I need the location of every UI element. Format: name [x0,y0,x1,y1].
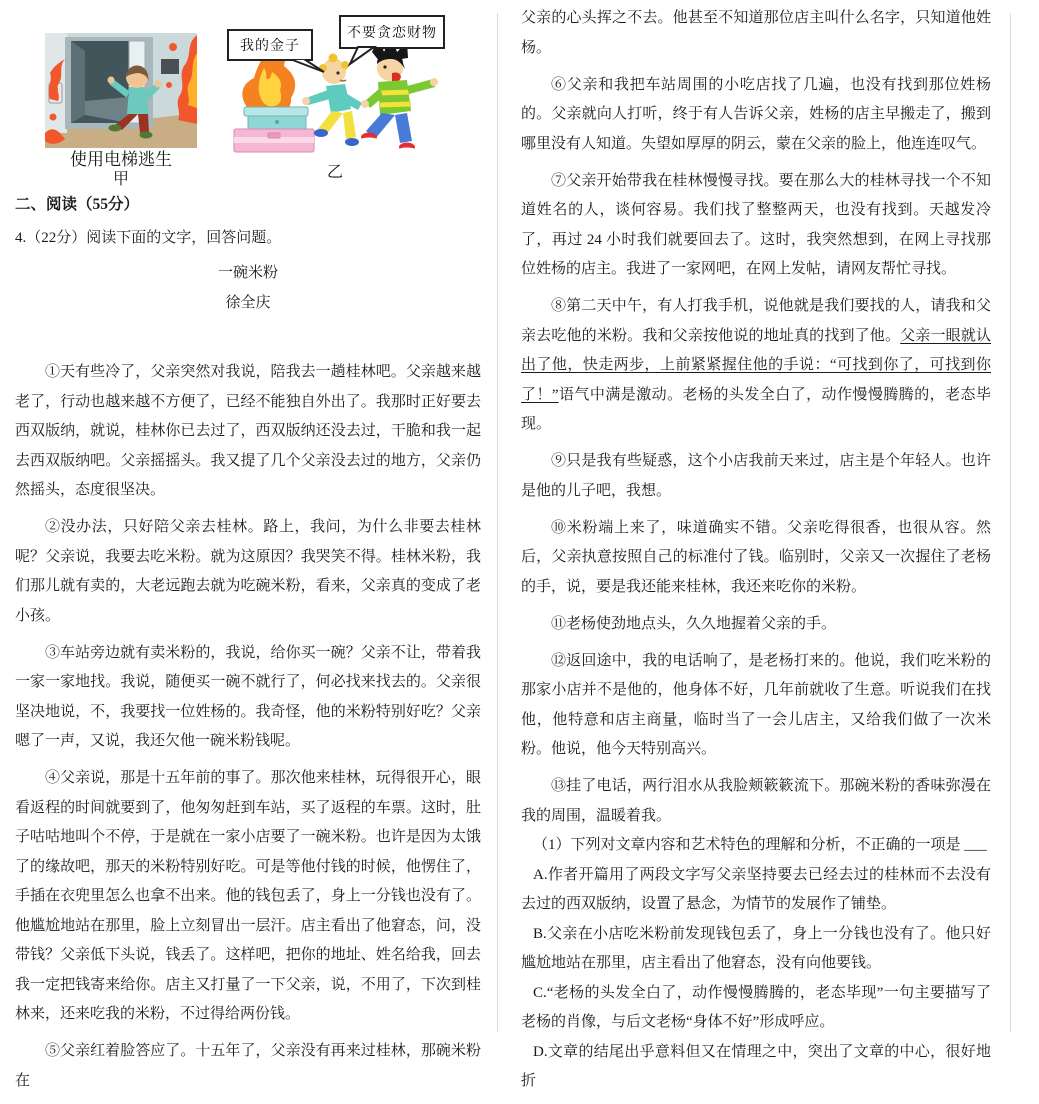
paragraph-7 [521,167,991,285]
right-column-paragraphs [521,4,991,1097]
elevator-escape-illustration [45,33,197,148]
text-run: ⑬挂了电话，两行泪水从我脸颊簌簌流下。那碗米粉的香味弥漫在我的周围，温暖着我。 [521,778,991,824]
section-heading: 二、阅读（55分） [15,196,140,213]
text-run: ⑨只是我有些疑惑，这个小店我前天来过，店主是个年轻人。也许是他的儿子吧，我想。 [521,453,991,499]
question-intro: 4.（22分）阅读下面的文字，回答问题。 [15,230,282,246]
paragraph-10 [521,514,991,603]
text-run: 语气中满是激动。老杨的头发全白了，动作慢慢腾腾的，老态毕现。 [521,386,991,432]
paragraph-5-continued [521,4,991,63]
paragraph-2 [15,513,481,631]
text-run: ⑪老杨使劲地点头，久久地握着父亲的手。 [551,615,837,632]
option-d [521,1038,991,1097]
text-run: 父亲的心头挥之不去。他甚至不知道那位店主叫什么名字，只知道他姓杨。 [521,10,991,56]
article-title: 一碗米粉 [217,265,278,281]
text-run: ⑫返回途中，我的电话响了，是老杨打来的。他说，我们吃米粉的那家小店并不是他的，他身体不好，几年前就收了生意。听说我们在找他，他特意和店主商量，临时当了一会儿店主，又给我们做了一次米粉。他说，他今天特别高兴。 [521,652,991,757]
paragraph-9 [521,447,991,506]
text-run: A.作者开篇用了两段文字写父亲坚持要去已经去过的桂林而不去没有去过的西双版纳，设置了悬念，为情节的发展作了铺垫。 [521,866,991,912]
option-a [521,861,991,920]
text-run: （1）下列对文章内容和艺术特色的理解和分析，不正确的一项是 ___ [533,837,987,853]
text-run: C.“老杨的头发全白了，动作慢慢腾腾的，老态毕现”一句主要描写了老杨的肖像，与后文老杨“身体不好”形成呼应。 [521,984,991,1030]
text-run: ⑧第二天中午，有人打我手机，说他就是我们要找的人，请我和父亲去吃他的米粉。我和父亲按他说的地址真的找到了他。 [521,298,991,344]
question-1 [521,831,991,861]
paragraph-4 [15,764,481,1030]
figure-jia-caption: 使用电梯逃生 [70,150,172,169]
text-run: ①天有些冷了，父亲突然对我说，陪我去一趟桂林吧。父亲越来越老了，行动也越来越不方便了，已经不能独自外出了。我那时正好要去西双版纳，就说，桂林你已去过了，西双版纳还没去过，干脆和我一起去西双版纳吧。父亲摇摇头。我又提了几个父亲没去过的地方，父亲仍然摇头，态度很坚决。 [15,364,481,498]
option-b [521,920,991,979]
paragraph-13 [521,772,991,831]
text-run: ⑦父亲开始带我在桂林慢慢寻找。要在那么大的桂林寻找一个不知道姓名的人，谈何容易。我们找了整整两天，也没有找到。天越发冷了，再过 24 小时我们就要回去了。这时，我突然想到，在网上寻找那位姓杨的店主。我进了一家网吧，在网上发帖，请网友帮忙寻找。 [521,172,991,277]
figure-yi-label: 乙 [326,164,343,181]
text-run: D.文章的结尾出乎意料但又在情理之中，突出了文章的中心，很好地折 [521,1043,991,1089]
left-column [15,8,481,1104]
figure-jia [45,33,197,189]
figure-jia-label: 甲 [112,171,129,188]
page-right-border [1010,13,1011,1032]
text-run: ②没办法，只好陪父亲去桂林。路上，我问，为什么非要去桂林呢？父亲说，我要去吃米粉。就为这原因？我哭笑不得。桂林米粉，我们那儿就有卖的，大老远跑去就为吃碗米粉，看来，父亲真的变成了老小孩。 [15,519,481,624]
text-run: ④父亲说，那是十五年前的事了。那次他来桂林，玩得很开心，眼看返程的时间就要到了，他匆匆赶到车站，买了返程的车票。这时，肚子咕咕地叫个不停，于是就在一家小店要了一碗米粉。也许是因为太饿了的缘故吧，那天的米粉特别好吃。可是等他付钱的时候，他愣住了，手插在衣兜里怎么也拿不出来。他的钱包丢了，身上一分钱也没有了。他尴尬地站在那里，脸上立刻冒出一层汗。店主看出了他窘态，问，没带钱？父亲低下头说，钱丢了。这样吧，把你的地址、姓名给我，回去我一定把钱寄来给你。店主又打量了一下父亲，说，不用了，下次到桂林来，还来吃我的米粉，不过得给两份钱。 [15,770,481,1022]
paragraph-12 [521,647,991,765]
paragraph-8 [521,292,991,440]
paragraph-3 [15,639,481,757]
text-run: ⑩米粉端上来了，味道确实不错。父亲吃得很香，也很从容。然后，父亲执意按照自己的标准付了钱。临别时，父亲又一次握住了老杨的手，说，要是我还能来桂林，我还来吃你的米粉。 [521,519,991,595]
right-column [521,4,991,1097]
figure-yi [222,10,448,182]
text-run: ⑤父亲红着脸答应了。十五年了，父亲没有再来过桂林，那碗米粉在 [15,1043,481,1089]
speech-bubble-right-text: 不要贪恋财物 [347,26,437,41]
figures-row [15,8,481,190]
left-column-paragraphs [15,358,481,1096]
option-c [521,979,991,1038]
underlined-text: 父亲一眼就认出了他，快走两步，上前紧紧握住他的手说：“可找到你了，可找到你了！” [521,327,991,403]
paragraph-5 [15,1037,481,1096]
paragraph-11 [521,610,991,640]
text-run: ③车站旁边就有卖米粉的，我说，给你买一碗？父亲不让，带着我一家一家地找。我说，随便买一碗不就行了，何必找来找去的。父亲很坚决地说，不，我要找一位姓杨的。我奇怪，他的米粉特别好吃？父亲嗯了一声，又说，我还欠他一碗米粉钱呢。 [15,644,481,749]
paragraph-6 [521,71,991,160]
text-run: B.父亲在小店吃米粉前发现钱包丢了，身上一分钱也没有了。他只好尴尬地站在那里，店主看出了他窘态，没有向他要钱。 [521,925,991,971]
speech-bubble-left-text: 我的金子 [240,39,300,54]
article-author: 徐全庆 [225,295,271,311]
text-run: ⑥父亲和我把车站周围的小吃店找了几遍，也没有找到那位姓杨的。父亲就向人打听，终于有人告诉父亲，姓杨的店主早搬走了，搬到哪里没有人知道。失望如厚厚的阴云，蒙在父亲的脸上，他连连叹气。 [521,76,991,152]
paragraph-1 [15,358,481,506]
column-divider [497,13,498,1032]
